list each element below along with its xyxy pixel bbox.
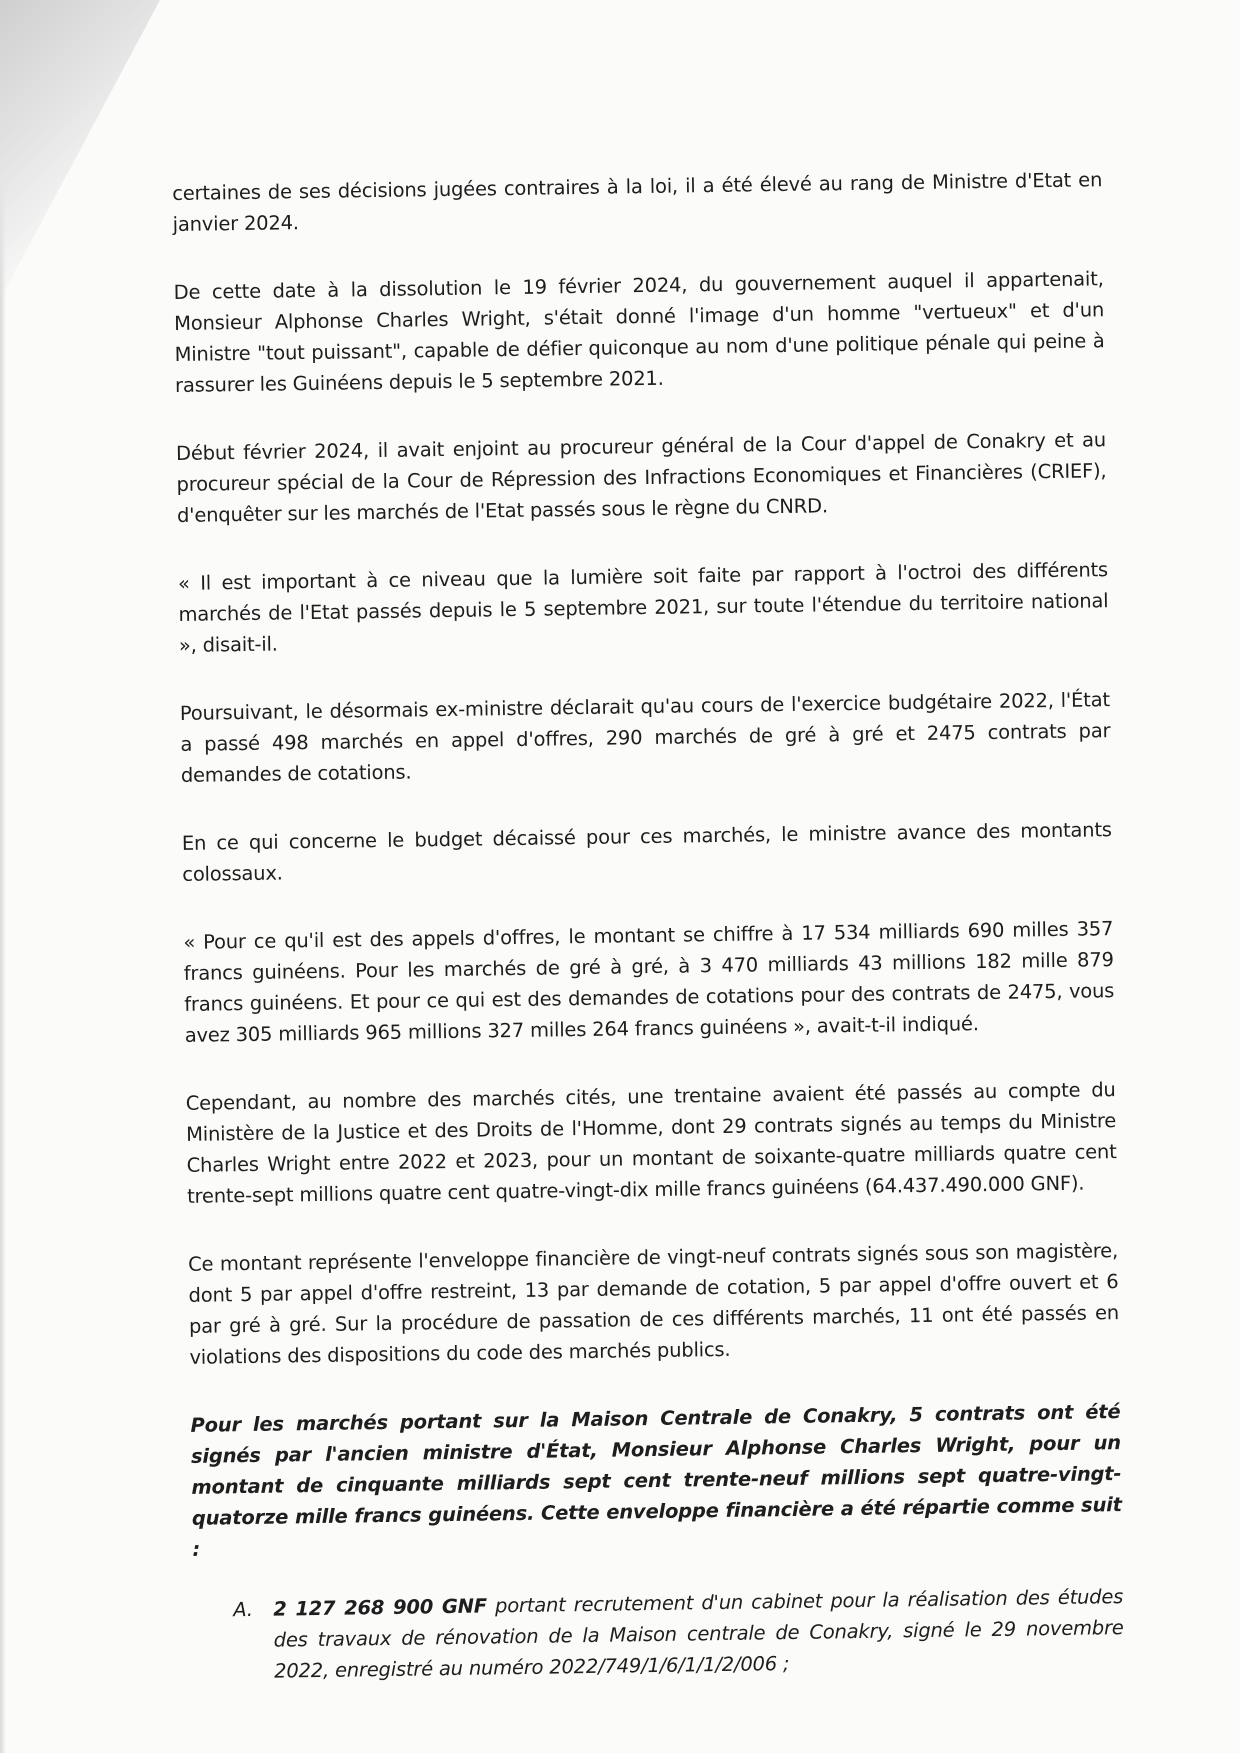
- document-body: [172, 164, 1124, 1688]
- paragraph-1: certaines de ses décisions jugées contraires à la loi, il a été élevé au rang de Ministre d'Etat en janvier 2024.: [172, 168, 1103, 236]
- paragraph-6: En ce qui concerne le budget décaissé pour ces marchés, le ministre avance des montants colossaux.: [181, 818, 1112, 886]
- list-item: [193, 1581, 1124, 1688]
- emphasis-paragraph: Pour les marchés portant sur la Maison Centrale de Conakry, 5 contrats ont été signés par l'ancien ministre d'État, Monsieur Alphonse Charles Wright, pour un montant de cinquante milliards sept cent trente-neuf millions sept quatre-vingt-quatorze mille francs guinéens. Cette enveloppe financière a été répartie comme suit :: [190, 1400, 1122, 1561]
- list-amount: 2 127 268 900 GNF: [273, 1594, 488, 1621]
- paragraph-4-quote: « Il est important à ce niveau que la lumière soit faite par rapport à l'octroi des différents marchés de l'Etat passés depuis le 5 septembre 2021, sur toute l'étendue du territoire national », disait-il.: [177, 558, 1109, 657]
- paragraph-5: Poursuivant, le désormais ex-ministre déclarait qu'au cours de l'exercice budgétaire 2022, l'État a passé 498 marchés en appel d'offres, 290 marchés de gré à gré et 2475 contrats par demandes de cotations.: [179, 688, 1111, 787]
- list-text: portant recrutement d'un cabinet pour la réalisation des études des travaux de rénovation de la Maison centrale de Conakry, signé le 29 novembre 2022, enregistré au numéro 2022/749/1/6/1/1/2/006 ;: [273, 1585, 1124, 1683]
- paragraph-8: Cependant, au nombre des marchés cités, une trentaine avaient été passés au compte du Ministère de la Justice et des Droits de l'Homme, dont 29 contrats signés au temps du Ministre Charles Wright entre 2022 et 2023, pour un montant de soixante-quatre milliards quatre cent trente-sept millions quatre cent quatre-vingt-dix mille francs guinéens (64.437.490.000 GNF).: [185, 1078, 1117, 1208]
- paragraph-3: Début février 2024, il avait enjoint au procureur général de la Cour d'appel de Conakry et au procureur spécial de la Cour de Répression des Infractions Economiques et Financières (CRIEF), d'enquêter sur les marchés de l'Etat passés sous le règne du CNRD.: [175, 428, 1107, 527]
- contract-list: [193, 1581, 1124, 1688]
- paragraph-9: Ce montant représente l'enveloppe financière de vingt-neuf contrats signés sous son magistère, dont 5 par appel d'offre restreint, 13 par demande de cotation, 5 par appel d'offre ouvert et 6 par gré à gré. Sur la procédure de passation de ces différents marchés, 11 ont été passés en violations des dispositions du code des marchés publics.: [187, 1239, 1120, 1369]
- paragraph-7-quote: « Pour ce qu'il est des appels d'offres, le montant se chiffre à 17 534 milliards 690 milles 357 francs guinéens. Pour les marchés de gré à gré, à 3 470 milliards 43 millions 182 mille 879 francs guinéens. Et pour ce qui est des demandes de cotations pour des contrats de 2475, vous avez 305 milliards 965 millions 327 milles 264 francs guinéens », avait-t-il indiqué.: [183, 917, 1115, 1047]
- folded-corner: [0, 0, 160, 300]
- list-marker: A.: [233, 1597, 253, 1622]
- paragraph-2: De cette date à la dissolution le 19 février 2024, du gouvernement auquel il appartenait, Monsieur Alphonse Charles Wright, s'était donné l'image d'un homme "vertueux" et d'un Ministre "tout puissant", capable de défier quiconque au nom d'une politique pénale qui peine à rassurer les Guinéens depuis le 5 septembre 2021.: [173, 267, 1105, 397]
